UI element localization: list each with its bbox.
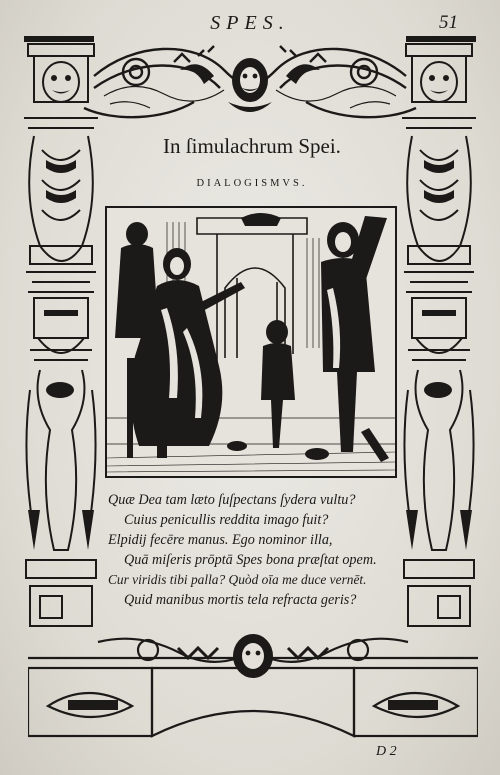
left-pillar-ornament <box>20 40 102 630</box>
emblem-subheading: DIALOGISMVS. <box>196 178 308 189</box>
right-pillar-ornament <box>398 40 480 630</box>
page-number: 51 <box>439 12 458 33</box>
woodcut-illustration <box>105 206 397 478</box>
emblem-verses <box>104 490 400 610</box>
verse-line: Cur viridis tibi palla? Quòd oīa me duce vernēt. <box>108 572 367 587</box>
verse-line: Quæ Dea tam læto ſuſpectans ſydera vultu? <box>108 492 356 508</box>
running-title: SPES. <box>210 12 290 34</box>
verse-line: Quid manibus mortis tela refracta geris? <box>124 592 357 608</box>
signature-mark: D 2 <box>376 744 397 759</box>
verse-line: Elpidij fecēre manus. Ego nominor illa, <box>108 532 333 548</box>
emblem-title: In ſimulachrum Spei. <box>163 134 341 158</box>
running-head <box>0 12 500 36</box>
emblem-content <box>104 120 400 630</box>
verse-line: Cuius penicullis reddita imago fuit? <box>124 512 329 528</box>
ornamental-bottom-border <box>28 628 478 740</box>
verse-line: Quā miſeris prōptā Spes bona præſtat opem. <box>124 552 377 568</box>
